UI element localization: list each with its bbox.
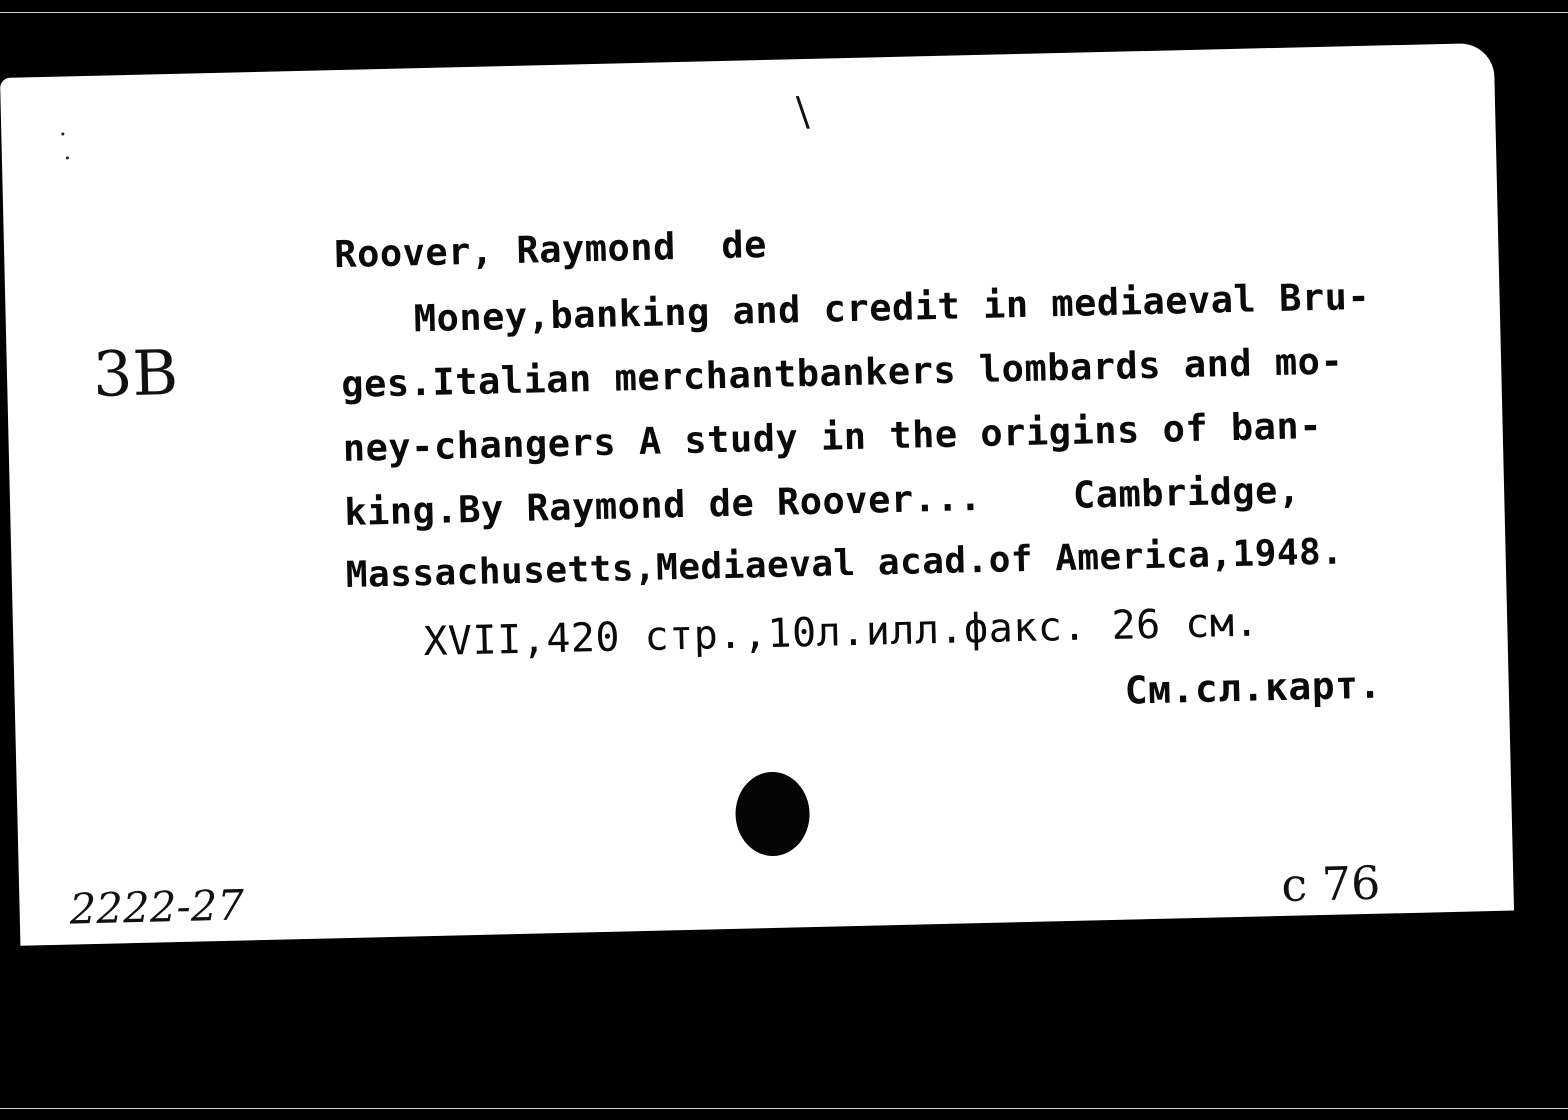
top-scan-edge [0, 12, 1568, 13]
call-number: c 76 [1280, 855, 1381, 913]
catalog-card [0, 43, 1514, 946]
title-line-4: king.By Raymond de Roover... Cambridge, [343, 468, 1302, 535]
inventory-number: 2222-27 [69, 880, 245, 934]
title-line-1: Money,banking and credit in mediaeval Bru- [413, 274, 1371, 341]
speck [61, 133, 64, 136]
bottom-scan-edge [0, 1108, 1568, 1109]
see-next-card: См.сл.карт. [1124, 662, 1383, 713]
collation-line: XVII,420 стр.,10л.илл.факс. 26 см. [422, 599, 1260, 666]
title-line-5: Massachusetts,Mediaeval acad.of America,1948. [345, 531, 1344, 596]
title-line-3: ney-changers A study in the origins of ban- [342, 403, 1323, 471]
shelf-mark: 3B [92, 335, 179, 411]
author-heading: Roover, Raymond de [333, 222, 768, 277]
title-line-2: ges.Italian merchantbankers lombards and mo- [340, 339, 1344, 407]
page-mark: \ [795, 88, 811, 136]
speck [66, 156, 69, 159]
punch-hole [735, 771, 811, 857]
